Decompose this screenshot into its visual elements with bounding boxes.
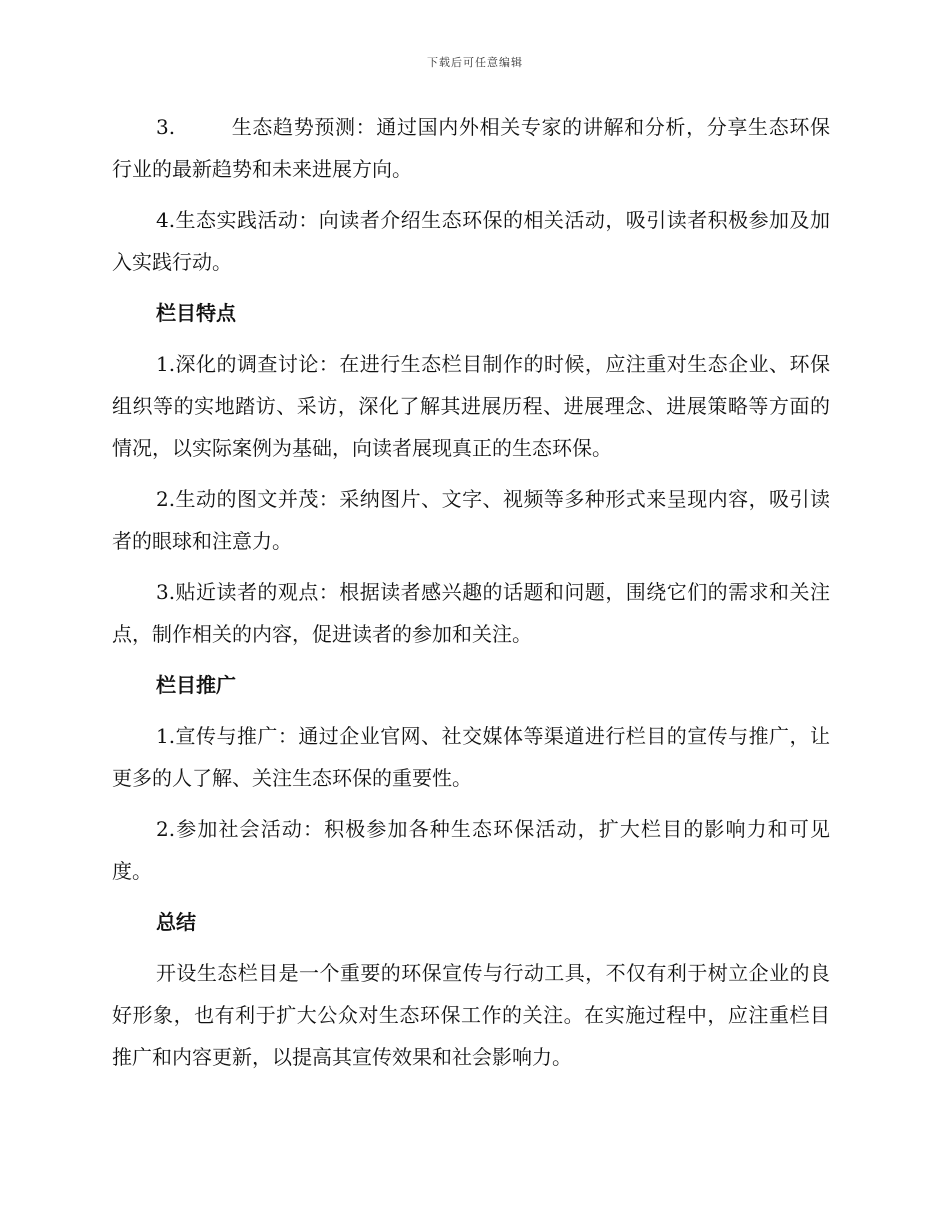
- paragraph-text: 生态趋势预测：通过国内外相关专家的讲解和分析，分享生态环保行业的最新趋势和未来进展方向。: [112, 115, 830, 181]
- document-body: [112, 106, 830, 1087]
- paragraph-in-depth-research: 1.深化的调查讨论：在进行生态栏目制作的时候，应注重对生态企业、环保组织等的实地踏访、采访，深化了解其进展历程、进展理念、进展策略等方面的情况，以实际案例为基础，向读者展现真正的生态环保。: [112, 352, 830, 460]
- paragraph-social-activities: 2.参加社会活动：积极参加各种生态环保活动，扩大栏目的影响力和可见度。: [112, 817, 830, 883]
- page-header: 下载后可任意编辑: [427, 56, 523, 69]
- paragraph-ecology-trend-forecast: [112, 106, 830, 190]
- section-heading-column-features: 栏目特点: [156, 301, 236, 325]
- paragraph-summary: 开设生态栏目是一个重要的环保宣传与行动工具，不仅有利于树立企业的良好形象，也有利于扩大公众对生态环保工作的关注。在实施过程中，应注重栏目推广和内容更新，以提高其宣传效果和社会影响力。: [112, 961, 830, 1069]
- section-heading-summary: 总结: [156, 910, 196, 934]
- paragraph-publicity-promotion: 1.宣传与推广：通过企业官网、社交媒体等渠道进行栏目的宣传与推广，让更多的人了解、关注生态环保的重要性。: [112, 724, 830, 790]
- paragraph-reader-perspective: 3.贴近读者的观点：根据读者感兴趣的话题和问题，围绕它们的需求和关注点，制作相关的内容，促进读者的参加和关注。: [112, 580, 830, 646]
- list-number: 3.: [156, 115, 176, 139]
- section-heading-column-promotion: 栏目推广: [156, 673, 236, 697]
- paragraph-ecology-practice-activities: 4.生态实践活动：向读者介绍生态环保的相关活动，吸引读者积极参加及加入实践行动。: [112, 208, 830, 274]
- paragraph-vivid-illustrations: 2.生动的图文并茂：采纳图片、文字、视频等多种形式来呈现内容，吸引读者的眼球和注意力。: [112, 487, 830, 553]
